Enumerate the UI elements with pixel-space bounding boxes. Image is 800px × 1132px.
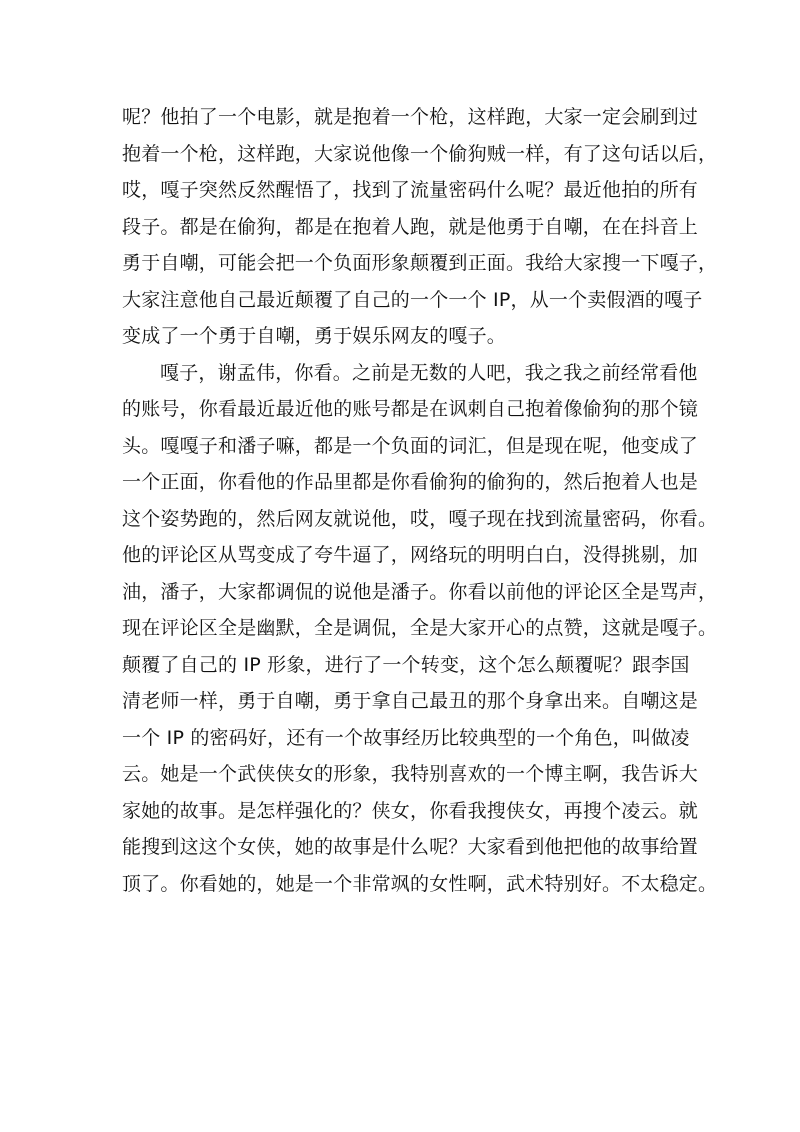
- text-line: 呢？他拍了一个电影，就是抱着一个枪，这样跑，大家一定会刷到过: [122, 106, 699, 128]
- text-line: 油，潘子，大家都调侃的说他是潘子。你看以前他的评论区全是骂声，: [122, 580, 718, 603]
- text-line: 大家注意他自己最近颠覆了自己的一个一个 IP，从一个卖假酒的嘎子: [122, 288, 703, 311]
- text-line: 抱着一个枪，这样跑，大家说他像一个偷狗贼一样，有了这句话以后，: [122, 142, 718, 165]
- text-line: 云。她是一个武侠侠女的形象，我特别喜欢的一个博主啊，我告诉大: [122, 763, 699, 785]
- text-line: 一个 IP 的密码好，还有一个故事经历比较典型的一个角色，叫做凌: [122, 726, 690, 749]
- text-line: 头。嘎嘎子和潘子嘛，都是一个负面的词汇，但是现在呢，他变成了: [122, 434, 699, 457]
- text-line: 哎，嘎子突然反然醒悟了，找到了流量密码什么呢？最近他拍的所有: [122, 179, 699, 201]
- text-line: 一个正面，你看他的作品里都是你看偷狗的偷狗的，然后抱着人也是: [122, 471, 699, 493]
- text-line: 嘎子，谢孟伟，你看。之前是无数的人吧，我之我之前经常看他: [160, 361, 698, 384]
- text-line: 现在评论区全是幽默，全是调侃，全是大家开心的点赞，这就是嘎子。: [122, 617, 718, 639]
- text-line: 顶了。你看她的，她是一个非常飒的女性啊，武术特别好。不太稳定。: [122, 872, 718, 895]
- paragraph-2: [122, 355, 718, 903]
- paragraph-1: [122, 99, 718, 355]
- text-line: 段子。都是在偷狗，都是在抱着人跑，就是他勇于自嘲，在在抖音上: [122, 215, 699, 238]
- text-line: 颠覆了自己的 IP 形象，进行了一个转变，这个怎么颠覆呢？跟李国: [122, 653, 690, 676]
- text-line: 他的评论区从骂变成了夸牛逼了，网络玩的明明白白，没得挑剔，加: [122, 544, 699, 566]
- text-line: 变成了一个勇于自嘲，勇于娱乐网友的嘎子。: [122, 325, 507, 347]
- text-line: 勇于自嘲，可能会把一个负面形象颠覆到正面。我给大家搜一下嘎子，: [122, 252, 718, 274]
- text-line: 家她的故事。是怎样强化的？侠女，你看我搜侠女，再搜个凌云。就: [122, 799, 699, 822]
- text-line: 这个姿势跑的，然后网友就说他，哎，嘎子现在找到流量密码，你看。: [122, 507, 718, 530]
- document-body: [122, 99, 718, 902]
- text-line: 清老师一样，勇于自嘲，勇于拿自己最丑的那个身拿出来。自嘲这是: [122, 690, 699, 712]
- text-line: 的账号，你看最近最近他的账号都是在讽刺自己抱着像偷狗的那个镜: [122, 398, 699, 420]
- text-line: 能搜到这这个女侠，她的故事是什么呢？大家看到他把他的故事给置: [122, 836, 699, 858]
